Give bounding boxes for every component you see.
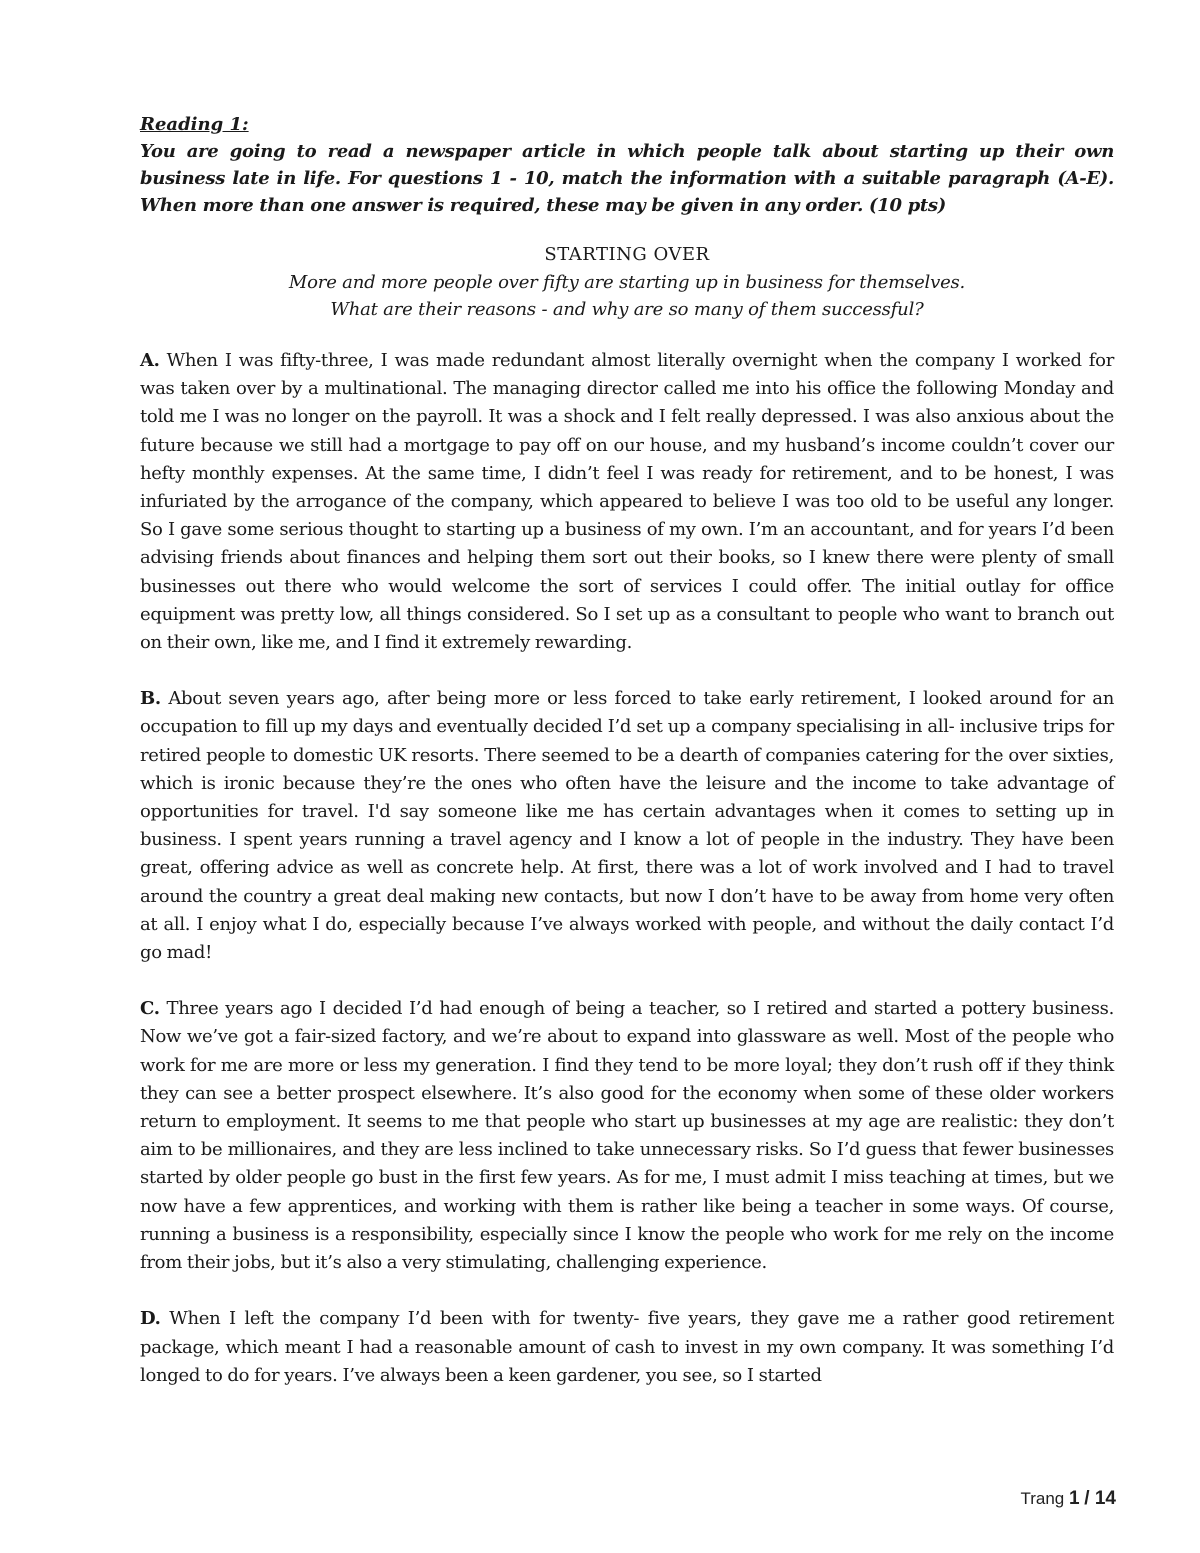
- article-subtitle-line2: What are their reasons - and why are so many of them successful?: [330, 299, 924, 320]
- paragraph-text: When I left the company I’d been with for twenty- five years, they gave me a rather good retirement package, which meant I had a reasonable amount of cash to invest in my own company. It was something I’d longed to do for years. I’ve always been a keen gardener, you see, so I started: [140, 1308, 1115, 1386]
- paragraph-c: [140, 995, 1114, 1277]
- article-title-block: [140, 241, 1114, 323]
- paragraph-text: When I was fifty-three, I was made redundant almost literally overnight when the company I worked for was taken over by a multinational. The managing director called me into his office the following Monday and told me I was no longer on the payroll. It was a shock and I felt really depressed. I was also anxious about the future because we still had a mortgage to pay off on our house, and my husband’s income couldn’t cover our hefty monthly expenses. At the same time, I didn’t feel I was ready for retirement, and to be honest, I was infuriated by the arrogance of the company, which appeared to believe I was too old to be useful any longer. So I gave some serious thought to starting up a business of my own. I’m an accountant, and for years I’d been advising friends about finances and helping them sort out their books, so I knew there were plenty of small businesses out there who would welcome the sort of services I could offer. The initial outlay for office equipment was pretty low, all things considered. So I set up as a consultant to people who want to branch out on their own, like me, and I find it extremely rewarding.: [140, 350, 1115, 654]
- section-heading: Reading 1:: [140, 114, 249, 135]
- paragraph-letter: B.: [140, 688, 161, 710]
- article-title: STARTING OVER: [544, 244, 710, 265]
- page-label: Trang: [1020, 1489, 1065, 1508]
- paragraph-letter: A.: [140, 350, 160, 371]
- page-total: / 14: [1084, 1488, 1116, 1509]
- paragraph-a: [140, 347, 1114, 657]
- paragraph-text: About seven years ago, after being more or less forced to take early retirement, I looked around for an occupation to fill up my days and eventually decided I’d set up a company specialising in all- inclusive trips for retired people to domestic UK resorts. There seemed to be a dearth of companies catering for the over sixties, which is ironic because they’re the ones who often have the leisure and the income to take advantage of opportunities for travel. I'd say someone like me has certain advantages when it comes to setting up in business. I spent years running a travel agency and I know a lot of people in the industry. They have been great, offering advice as well as concrete help. At first, there was a lot of work involved and I had to travel around the country a great deal making new contacts, but now I don’t have to be away from home very often at all. I enjoy what I do, especially because I’ve always worked with people, and without the daily contact I’d go mad!: [140, 688, 1115, 964]
- instructions-text: You are going to read a newspaper article in which people talk about starting up their own business late in life. For questions 1 - 10, match the information with a suitable paragraph (A-E). When more than one answer is required, these may be given in any order. (10 pts): [140, 141, 1114, 216]
- paragraph-d: [140, 1305, 1114, 1390]
- document-page: [140, 112, 1114, 1390]
- paragraph-text: Three years ago I decided I’d had enough of being a teacher, so I retired and started a pottery business. Now we’ve got a fair-sized factory, and we’re about to expand into glassware as well. Most of the people who work for me are more or less my generation. I find they tend to be more loyal; they don’t rush off if they think they can see a better prospect elsewhere. It’s also good for the economy when some of these older workers return to employment. It seems to me that people who start up businesses at my age are realistic: they don’t aim to be millionaires, and they are less inclined to take unnecessary risks. So I’d guess that fewer businesses started by older people go bust in the first few years. As for me, I must admit I miss teaching at times, but we now have a few apprentices, and working with them is rather like being a teacher in some ways. Of course, running a business is a responsibility, especially since I know the people who work for me rely on the income from their jobs, but it’s also a very stimulating, challenging experience.: [140, 998, 1114, 1274]
- paragraph-letter: C.: [140, 998, 160, 1020]
- page-number: 1: [1068, 1488, 1080, 1509]
- paragraph-b: [140, 685, 1114, 967]
- page-footer: [1020, 1488, 1116, 1510]
- article-subtitle-line1: More and more people over fifty are starting up in business for themselves.: [288, 272, 966, 293]
- paragraph-letter: D.: [140, 1308, 161, 1330]
